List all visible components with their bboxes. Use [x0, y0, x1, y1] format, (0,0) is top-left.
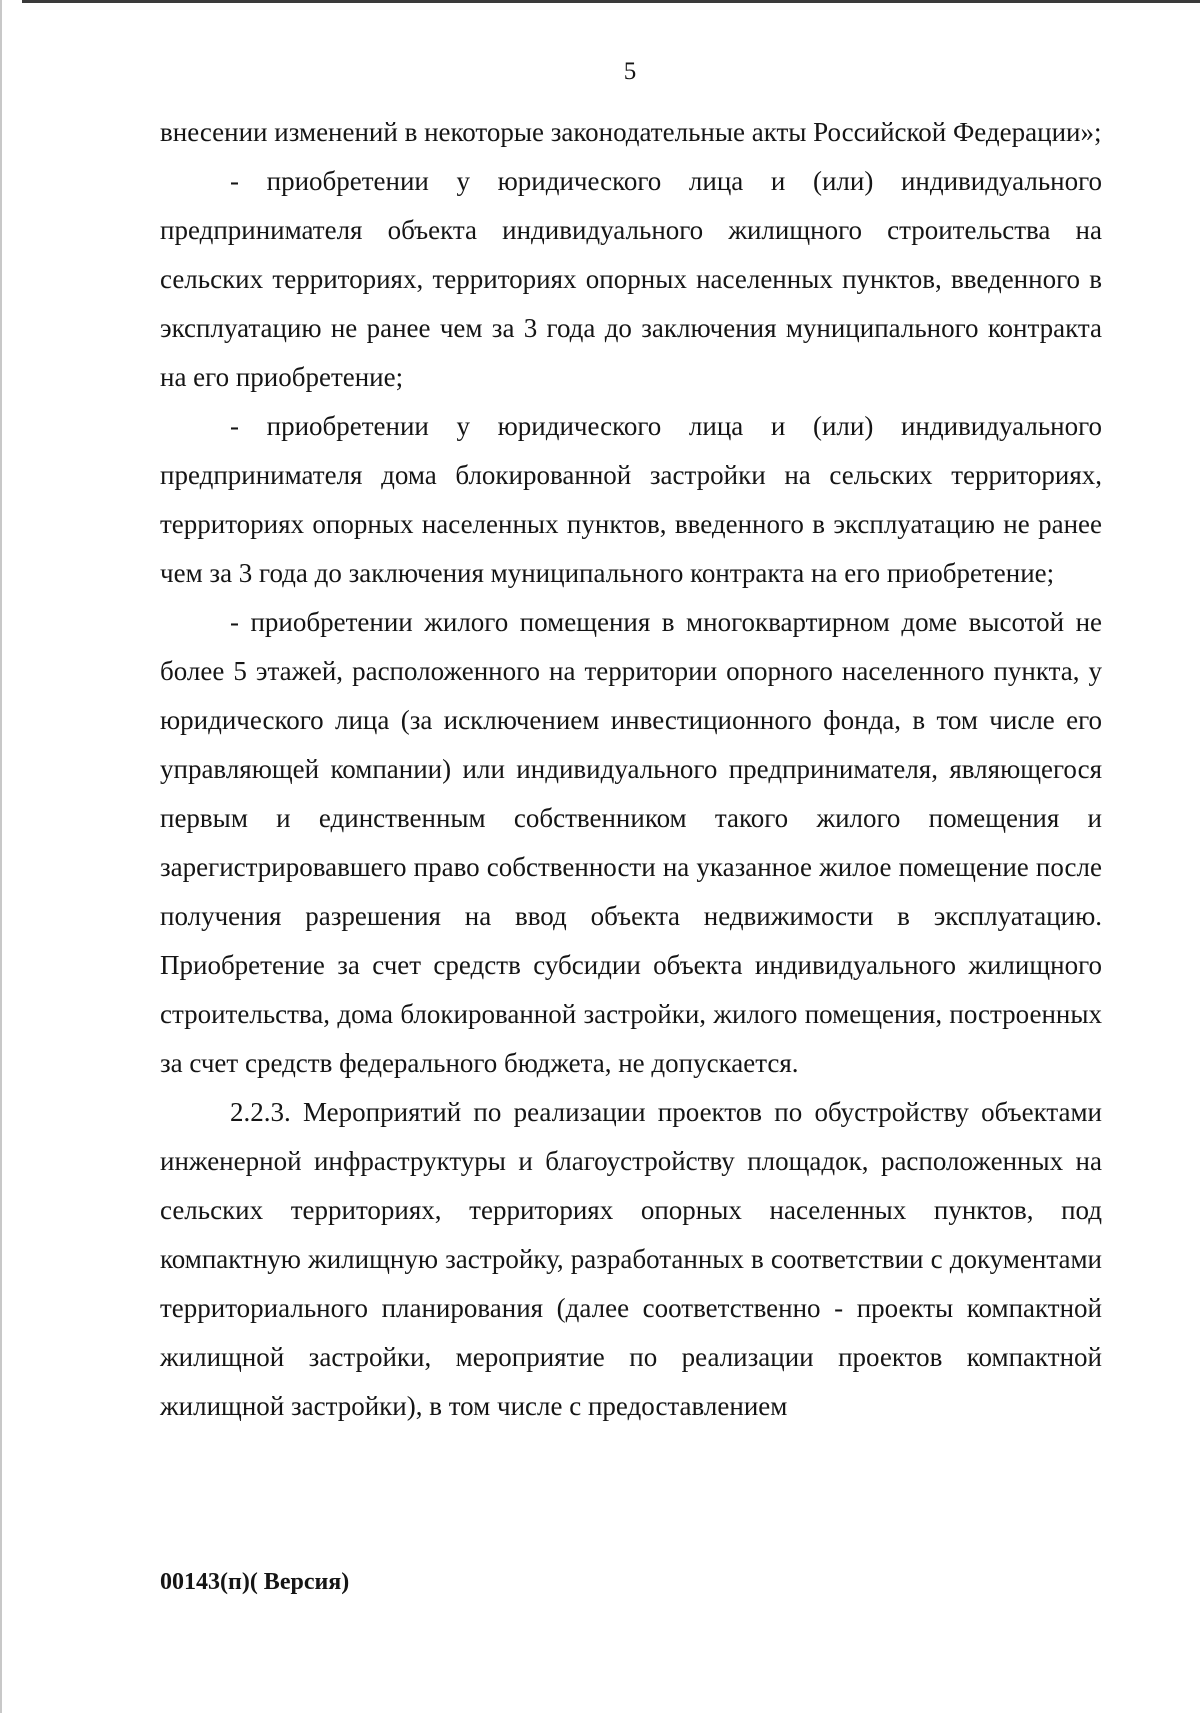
- paragraph-section-2-2-3: 2.2.3. Мероприятий по реализации проектов по обустройству объектами инженерной инфраструктуры и благоустройству площадок, расположенных на сельских территориях, территориях опорных населенных пунктов, под компактную жилищную застройку, разработанных в соответствии с документами территориального планирования (далее соответственно - проекты компактной жилищной застройки, мероприятие по реализации проектов компактной жилищной застройки), в том числе с предоставлением: [160, 1097, 1102, 1421]
- document-code: 00143(п)( Версия): [160, 1569, 350, 1595]
- document-body: [160, 108, 1102, 1431]
- paragraph-continuation: внесении изменений в некоторые законодательные акты Российской Федерации»;: [160, 117, 1102, 147]
- paragraph-individual-house: - приобретении у юридического лица и (или) индивидуального предпринимателя объекта индивидуального жилищного строительства на сельских территориях, территориях опорных населенных пунктов, введенного в эксплуатацию не ранее чем за 3 года до заключения муниципального контракта на его приобретение;: [160, 166, 1102, 392]
- scan-left-edge: [0, 0, 2, 1713]
- page-number: 5: [623, 58, 637, 85]
- paragraph-apartment: - приобретении жилого помещения в многоквартирном доме высотой не более 5 этажей, расположенного на территории опорного населенного пункта, у юридического лица (за исключением инвестиционного фонда, в том числе его управляющей компании) или индивидуального предпринимателя, являющегося первым и единственным собственником такого жилого помещения и зарегистрировавшего право собственности на указанное жилое помещение после получения разрешения на ввод объекта недвижимости в эксплуатацию. Приобретение за счет средств субсидии объекта индивидуального жилищного строительства, дома блокированной застройки, жилого помещения, построенных за счет средств федерального бюджета, не допускается.: [160, 607, 1102, 1078]
- top-border-line: [22, 0, 1200, 3]
- paragraph-blocked-house: - приобретении у юридического лица и (или) индивидуального предпринимателя дома блокированной застройки на сельских территориях, территориях опорных населенных пунктов, введенного в эксплуатацию не ранее чем за 3 года до заключения муниципального контракта на его приобретение;: [160, 411, 1102, 588]
